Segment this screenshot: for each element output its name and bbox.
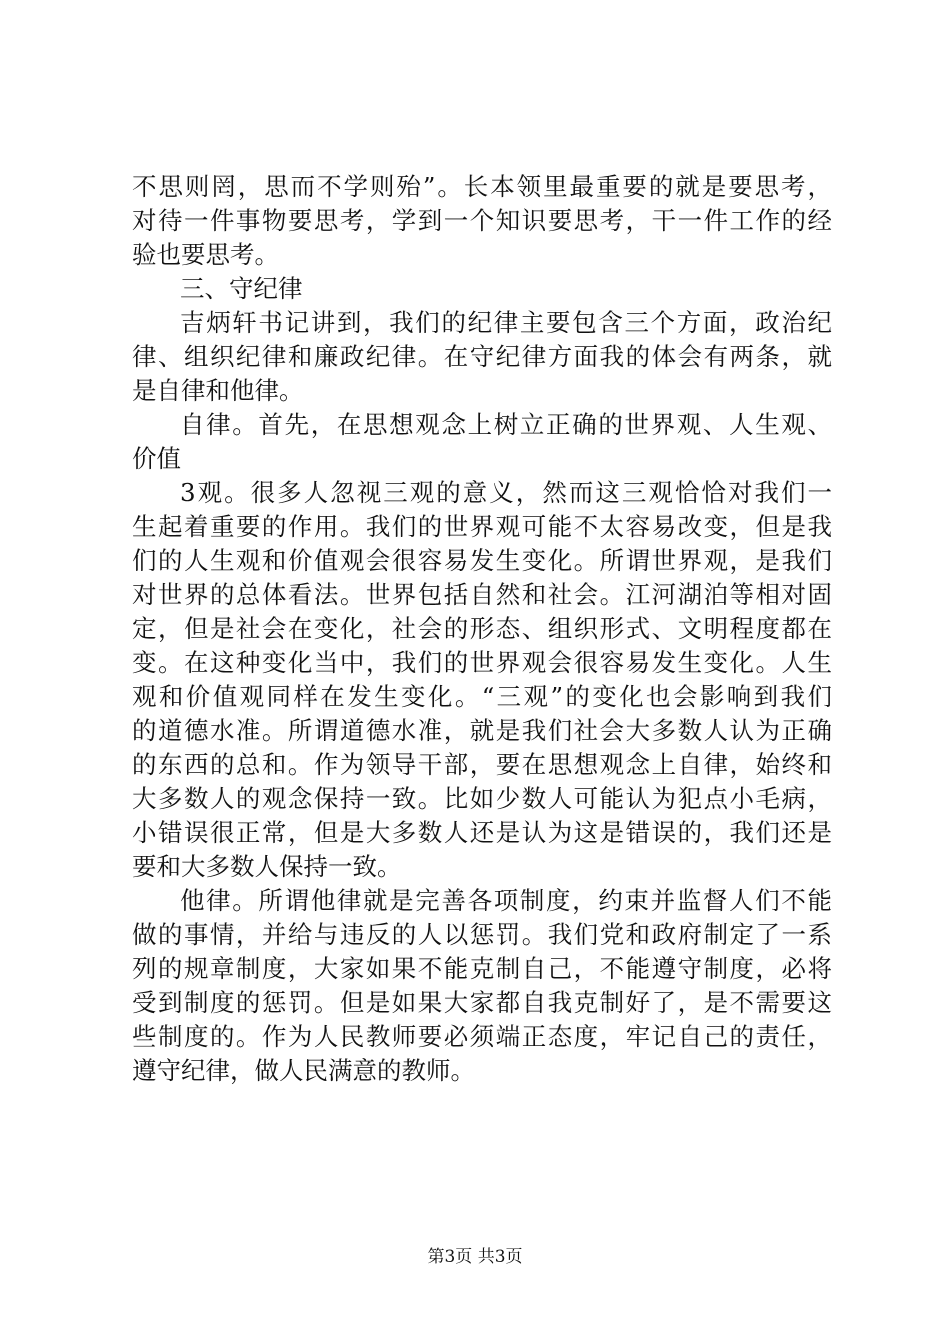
paragraph-line: 变。在这种变化当中，我们的世界观会很容易发生变化。人生 bbox=[132, 648, 832, 677]
paragraph-line: 遵守纪律，做人民满意的教师。 bbox=[132, 1056, 475, 1085]
paragraph-line: 们的人生观和价值观会很容易发生变化。所谓世界观，是我们 bbox=[132, 546, 832, 575]
paragraph-line: 受到制度的惩罚。但是如果大家都自我克制好了，是不需要这 bbox=[132, 988, 832, 1017]
paragraph-line: 他律。所谓他律就是完善各项制度，约束并监督人们不能 bbox=[180, 886, 832, 915]
paragraph-line: 验也要思考。 bbox=[132, 240, 279, 269]
paragraph-line: 些制度的。作为人民教师要必须端正态度，牢记自己的责任， bbox=[132, 1022, 832, 1051]
paragraph-line: 小错误很正常，但是大多数人还是认为这是错误的，我们还是 bbox=[132, 818, 832, 847]
paragraph-line: 生起着重要的作用。我们的世界观可能不太容易改变，但是我 bbox=[132, 512, 832, 541]
paragraph-line: 自律。首先，在思想观念上树立正确的世界观、人生观、 bbox=[180, 410, 832, 439]
paragraph-line: 吉炳轩书记讲到，我们的纪律主要包含三个方面，政治纪 bbox=[180, 308, 832, 337]
page-footer: 第3页 共3页 bbox=[427, 1247, 523, 1267]
paragraph-line: 不思则罔，思而不学则殆”。长本领里最重要的就是要思考， bbox=[132, 172, 832, 201]
paragraph-line: 律、组织纪律和廉政纪律。在守纪律方面我的体会有两条，就 bbox=[132, 342, 832, 371]
section-heading: 三、守纪律 bbox=[180, 274, 303, 303]
paragraph-line: 做的事情，并给与违反的人以惩罚。我们党和政府制定了一系 bbox=[132, 920, 832, 949]
paragraph-line: 对待一件事物要思考，学到一个知识要思考，干一件工作的经 bbox=[132, 206, 832, 235]
paragraph-line: 对世界的总体看法。世界包括自然和社会。江河湖泊等相对固 bbox=[132, 580, 832, 609]
paragraph-line: 价值 bbox=[132, 444, 181, 473]
paragraph-line: 的道德水准。所谓道德水准，就是我们社会大多数人认为正确 bbox=[132, 716, 832, 745]
paragraph-line: 列的规章制度，大家如果不能克制自己，不能遵守制度，必将 bbox=[132, 954, 832, 983]
paragraph-line: 定，但是社会在变化，社会的形态、组织形式、文明程度都在 bbox=[132, 614, 832, 643]
paragraph-line: 大多数人的观念保持一致。比如少数人可能认为犯点小毛病， bbox=[132, 784, 832, 813]
paragraph-line: 观和价值观同样在发生变化。“三观”的变化也会影响到我们 bbox=[132, 682, 832, 711]
paragraph-line: 要和大多数人保持一致。 bbox=[132, 852, 402, 881]
paragraph-line: 的东西的总和。作为领导干部，要在思想观念上自律，始终和 bbox=[132, 750, 832, 779]
paragraph-line: 3观。很多人忽视三观的意义，然而这三观恰恰对我们一 bbox=[180, 478, 832, 507]
paragraph-line: 是自律和他律。 bbox=[132, 376, 304, 405]
